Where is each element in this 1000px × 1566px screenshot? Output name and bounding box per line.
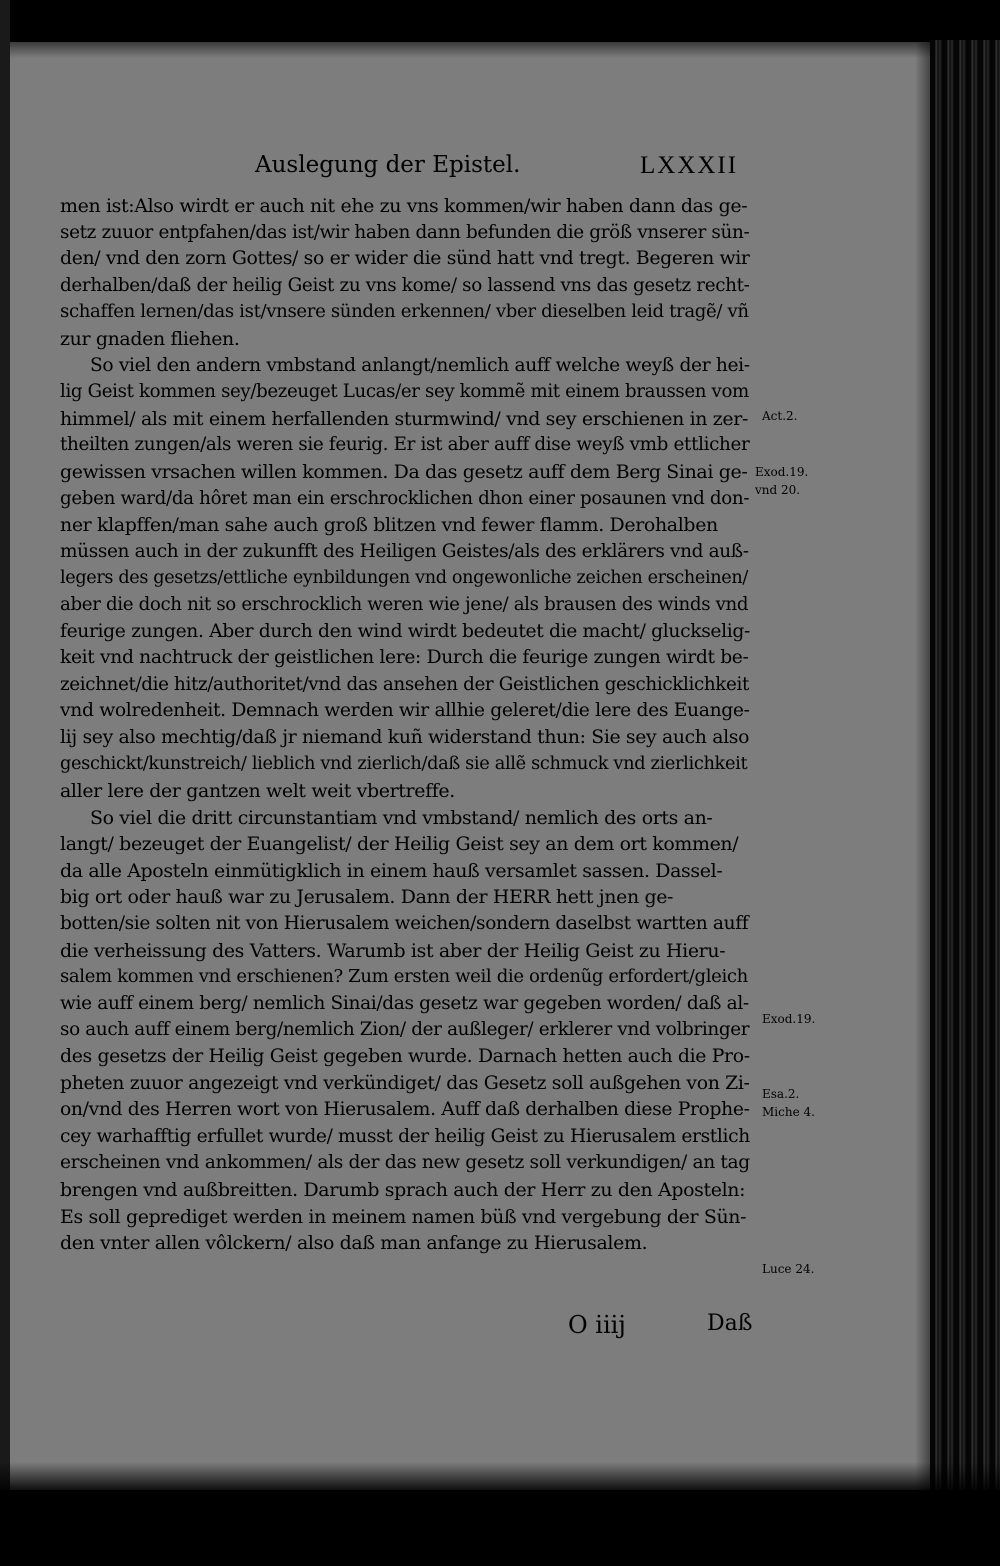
text-line: setz zuuor entpfahen/das ist/wir haben dann befunden die größ vnserer sün- — [60, 221, 750, 243]
text-line: müssen auch in der zukunfft des Heiligen Geistes/als des erklärers vnd auß- — [60, 540, 749, 562]
text-line: gewissen vrsachen willen kommen. Da das gesetz auff dem Berg Sinai ge- — [60, 460, 748, 483]
text-line: cey warhafftig erfullet wurde/ musst der heilig Geist zu Hierusalem erstlich — [60, 1125, 750, 1147]
text-line: da alle Aposteln einmütigklich in einem hauß versamlet sassen. Dassel- — [60, 859, 723, 882]
text-line: men ist:Also wirdt er auch nit ehe zu vns kommen/wir haben dann das ge- — [60, 195, 748, 217]
margin-note: vnd 20. — [755, 483, 801, 497]
text-line: feurige zungen. Aber durch den wind wirdt bedeutet die macht/ gluckselig- — [60, 620, 750, 642]
text-line: wie auff einem berg/ nemlich Sinai/das gesetz war gegeben worden/ daß al- — [60, 992, 749, 1014]
text-line: vnd wolredenheit. Demnach werden wir allhie geleret/die lere des Euange- — [60, 700, 750, 722]
text-line: ner klapffen/man sahe auch groß blitzen vnd fewer flamm. Derohalben — [60, 514, 718, 537]
text-line: legers des gesetzs/ettliche eynbildungen vnd ongewonliche zeichen erscheinen/ — [60, 568, 748, 589]
text-line: zeichnet/die hitz/authoritet/vnd das ansehen der Geistlichen geschicklichkeit — [60, 673, 749, 695]
text-line: des gesetzs der Heilig Geist gegeben wurde. Darnach hetten auch die Pro- — [60, 1046, 750, 1067]
text-line: aller lere der gantzen welt weit vbertreffe. — [60, 780, 455, 803]
text-line: schaffen lernen/das ist/vnsere sünden erkennen/ vber dieselben leid tragẽ/ vñ — [60, 301, 749, 323]
body-text — [60, 193, 760, 1257]
text-line: big ort oder hauß war zu Jerusalem. Dann der HERR hett jnen ge- — [60, 886, 674, 909]
text-line: botten/sie solten nit von Hierusalem weichen/sondern daselbst wartten auff — [60, 913, 749, 935]
running-head: Auslegung der Epistel. — [255, 152, 521, 178]
text-line: derhalben/daß der heilig Geist zu vns kome/ so lassend vns das gesetz recht- — [60, 274, 750, 296]
text-line: aber die doch nit so erschrocklich weren wie jene/ als brausen des winds vnd — [60, 593, 749, 615]
scan-top-shadow — [0, 28, 1000, 58]
text-line: die verheissung des Vatters. Warumb ist aber der Heilig Geist zu Hieru- — [60, 939, 726, 962]
text-line: So viel die dritt circunstantiam vnd vmbstand/ nemlich des orts an- — [90, 806, 713, 829]
margin-note: Miche 4. — [762, 1105, 815, 1119]
text-line: lig Geist kommen sey/bezeuget Lucas/er sey kommẽ mit einem braussen vom — [60, 381, 749, 403]
scan-bottom-border — [0, 1490, 1000, 1566]
margin-note: Exod.19. — [755, 465, 809, 479]
margin-note: Esa.2. — [762, 1087, 800, 1101]
text-line: den vnter allen vôlckern/ also daß man anfange zu Hierusalem. — [60, 1232, 648, 1255]
catchword: Daß — [707, 1311, 753, 1336]
text-line: langt/ bezeuget der Euangelist/ der Heilig Geist sey an dem ort kommen/ — [60, 833, 739, 856]
text-line: So viel den andern vmbstand anlangt/nemlich auff welche weyß der hei- — [90, 354, 750, 376]
margin-note: Luce 24. — [762, 1262, 815, 1276]
text-line: keit vnd nachtruck der geistlichen lere: Durch die feurige zungen wirdt be- — [60, 647, 749, 669]
text-line: theilten zungen/als weren sie feurig. Er ist aber auff dise weyß vmb ettlicher — [60, 434, 750, 456]
text-line: himmel/ als mit einem herfallenden sturmwind/ vnd sey erschienen in zer- — [60, 407, 749, 430]
text-line: geschickt/kunstreich/ lieblich vnd zierlich/daß sie allẽ schmuck vnd zierlichkeit — [60, 753, 748, 775]
text-line: salem kommen vnd erschienen? Zum ersten weil die ordenũg erfordert/gleich — [60, 966, 748, 988]
text-line: erscheinen vnd ankommen/ als der das new gesetz soll verkundigen/ an tag — [60, 1152, 750, 1174]
text-line: on/vnd des Herren wort von Hierusalem. Auff daß derhalben diese Prophe- — [60, 1099, 750, 1121]
book-edge-pages — [930, 40, 1000, 1490]
scan-left-border — [0, 0, 10, 1566]
signature-mark: O iiij — [568, 1311, 626, 1339]
folio-number: LXXXII — [640, 152, 739, 179]
text-line: so auch auff einem berg/nemlich Zion/ der außleger/ erklerer vnd volbringer — [60, 1019, 750, 1041]
text-line: geben ward/da hôret man ein erschrocklichen dhon einer posaunen vnd don- — [60, 487, 750, 509]
text-line: pheten zuuor angezeigt vnd verkündiget/ das Gesetz soll außgehen von Zi- — [60, 1072, 750, 1094]
text-line: lij sey also mechtig/daß jr niemand kuñ widerstand thun: Sie sey auch also — [60, 726, 750, 748]
text-line: Es soll geprediget werden in meinem namen büß vnd vergebung der Sün- — [60, 1205, 747, 1228]
text-line: brengen vnd außbreitten. Darumb sprach auch der Herr zu den Aposteln: — [60, 1178, 746, 1201]
margin-note: Exod.19. — [762, 1012, 816, 1026]
text-line: zur gnaden fliehen. — [60, 327, 240, 350]
text-line: den/ vnd den zorn Gottes/ so er wider die sünd hatt vnd tregt. Begeren wir — [60, 248, 750, 270]
margin-note: Act.2. — [762, 409, 798, 423]
